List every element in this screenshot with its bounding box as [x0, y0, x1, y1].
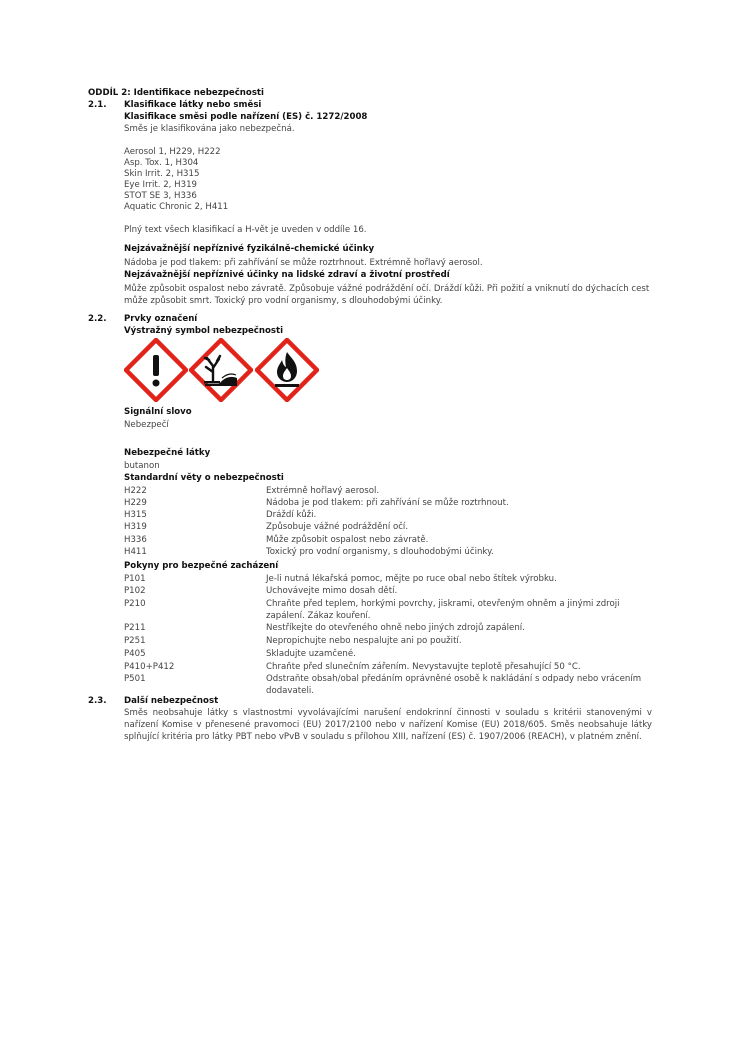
exclamation-mark-icon — [124, 338, 188, 402]
section-title: ODDÍL 2: Identifikace nebezpečnosti — [88, 88, 264, 98]
h-text: Může způsobit ospalost nebo závratě. — [266, 535, 429, 545]
classification-item: Eye Irrit. 2, H319 — [124, 180, 198, 190]
section-2-3-title: Další nebezpečnost — [124, 696, 219, 706]
section-2-3-number: 2.3. — [88, 696, 107, 706]
p-code: P210 — [124, 599, 146, 609]
h-text: Dráždí kůži. — [266, 510, 317, 520]
health-text: Může způsobit ospalost nebo závratě. Způsobuje vážné podráždění očí. Dráždí kůži. Při požití a vniknutí do dýchacích cest může způsobit smrt. Toxický pro vodní organismy, s dlouhodobými účinky. — [124, 284, 650, 306]
classification-item: STOT SE 3, H336 — [124, 191, 197, 201]
p-code: P101 — [124, 574, 146, 584]
health-heading: Nejzávažnější nepříznivé účinky na lidské zdraví a životní prostředí — [124, 270, 450, 280]
classification-item: Aquatic Chronic 2, H411 — [124, 202, 229, 212]
p-code: P405 — [124, 649, 146, 659]
section-2-1-number: 2.1. — [88, 100, 107, 110]
h-code: H336 — [124, 535, 147, 545]
p-code: P211 — [124, 623, 146, 633]
classification-statement: Směs je klasifikována jako nebezpečná. — [124, 124, 295, 134]
environment-icon — [189, 338, 253, 402]
classification-item: Skin Irrit. 2, H315 — [124, 169, 200, 179]
p-text: Skladujte uzamčené. — [266, 649, 356, 659]
h-text: Extrémně hořlavý aerosol. — [266, 486, 380, 496]
section-2-2-number: 2.2. — [88, 314, 107, 324]
pictogram-heading: Výstražný symbol nebezpečnosti — [124, 326, 284, 336]
h-statements-heading: Standardní věty o nebezpečnosti — [124, 473, 284, 483]
classification-item: Aerosol 1, H229, H222 — [124, 147, 221, 157]
p-text: Je-li nutná lékařská pomoc, mějte po ruce obal nebo štítek výrobku. — [266, 574, 557, 584]
h-code: H319 — [124, 522, 147, 532]
h-code: H411 — [124, 547, 147, 557]
classification-item: Asp. Tox. 1, H304 — [124, 158, 199, 168]
p-code: P251 — [124, 636, 146, 646]
p-text: Nestříkejte do otevřeného ohně nebo jiných zdrojů zapálení. — [266, 623, 525, 633]
signal-word: Nebezpečí — [124, 420, 169, 430]
h-text: Nádoba je pod tlakem: při zahřívání se může roztrhnout. — [266, 498, 509, 508]
signal-word-heading: Signální slovo — [124, 407, 192, 417]
p-code: P102 — [124, 586, 146, 596]
physchem-heading: Nejzávažnější nepříznivé fyzikálně-chemické účinky — [124, 244, 375, 254]
p-code: P501 — [124, 674, 146, 684]
h-code: H315 — [124, 510, 147, 520]
section-2-1-title: Klasifikace látky nebo směsi — [124, 100, 262, 110]
p-text: Odstraňte obsah/obal předáním oprávněné osobě k nakládání s odpady nebo vrácením dodavateli. — [266, 674, 642, 696]
physchem-text: Nádoba je pod tlakem: při zahřívání se může roztrhnout. Extrémně hořlavý aerosol. — [124, 258, 483, 268]
p-text: Uchovávejte mimo dosah dětí. — [266, 586, 398, 596]
classification-subtitle: Klasifikace směsi podle nařízení (ES) č. 1272/2008 — [124, 112, 368, 122]
h-code: H229 — [124, 498, 147, 508]
fulltext-note: Plný text všech klasifikací a H-vět je uveden v oddíle 16. — [124, 225, 367, 235]
p-text: Chraňte před teplem, horkými povrchy, jiskrami, otevřeným ohněm a jinými zdroji zapálení. Zákaz kouření. — [266, 599, 620, 621]
flame-icon — [255, 338, 319, 402]
h-text: Toxický pro vodní organismy, s dlouhodobými účinky. — [266, 547, 494, 557]
hazardous-substances-heading: Nebezpečné látky — [124, 448, 211, 458]
p-code: P410+P412 — [124, 662, 175, 672]
h-text: Způsobuje vážné podráždění očí. — [266, 522, 409, 532]
hazardous-substances: butanon — [124, 461, 160, 471]
p-text: Nepropichujte nebo nespalujte ani po použití. — [266, 636, 462, 646]
other-hazards-text: Směs neobsahuje látky s vlastnostmi vyvolávajícími narušení endokrinní činnosti v souladu s kritérii stanovenými v nařízení Komise v přenesené pravomoci (EU) 2017/2100 nebo v nařízení Komise (EU) 2018/605. Směs neobsahuje látky splňující kritéria pro látky PBT nebo vPvB v souladu s přílohou XIII, nařízení (ES) č. 1907/2006 (REACH), v platném znění. — [124, 708, 652, 742]
p-text: Chraňte před slunečním zářením. Nevystavujte teplotě přesahující 50 °C. — [266, 662, 581, 672]
p-statements-heading: Pokyny pro bezpečné zacházení — [124, 561, 279, 571]
section-2-2-title: Prvky označení — [124, 314, 198, 324]
h-code: H222 — [124, 486, 147, 496]
